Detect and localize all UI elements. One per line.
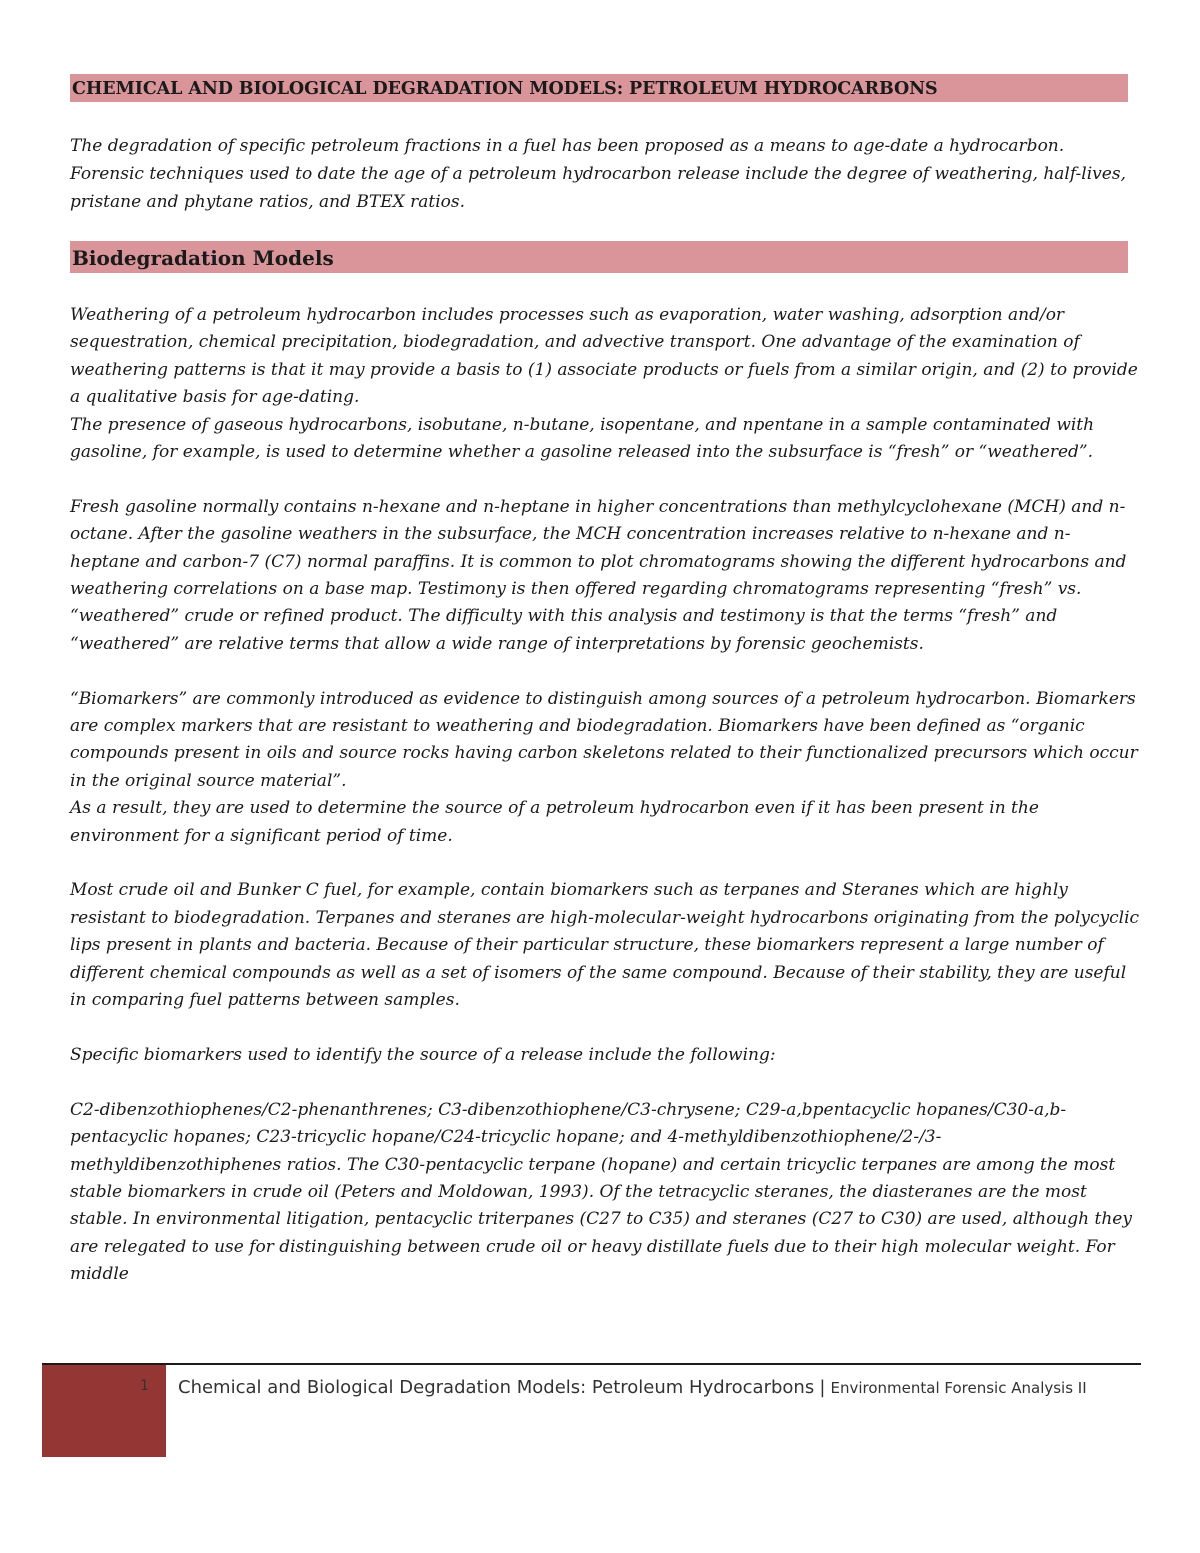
paragraph-weathering: Weathering of a petroleum hydrocarbon includes processes such as evaporation, water washing, adsorption and/or sequestration, chemical precipitation, biodegradation, and advective transport. One advantage of the examination of weathering patterns is that it may provide a basis to (1) associate products or fuels from a similar origin, and (2) to provide a qualitative basis for age-dating. — [70, 305, 1138, 408]
footer-text — [178, 1373, 1118, 1403]
paragraph-crude-oil: Most crude oil and Bunker C fuel, for example, contain biomarkers such as terpanes and Steranes which are highly resistant to biodegradation. Terpanes and steranes are high-molecular-weight hydrocarbons originating from the polycyclic lips present in plants and bacteria. Because of their particular structure, these biomarkers represent a large number of different chemical compounds as well as a set of isomers of the same compound. Because of their stability, they are useful in comparing fuel patterns between samples. — [70, 880, 1140, 1011]
footer-separator: | — [819, 1377, 826, 1398]
footer-chapter-title: Chemical and Biological Degradation Models: Petroleum Hydrocarbons — [178, 1377, 815, 1398]
intro-paragraph: The degradation of specific petroleum fractions in a fuel has been proposed as a means to age-date a hydrocarbon. Forensic techniques used to date the age of a petroleum hydrocarbon release include the degree of weathering, half-lives, pristane and phytane ratios, and BTEX ratios. — [70, 136, 1126, 212]
paragraph-biomarker-ratios: C2-dibenzothiophenes/C2-phenanthrenes; C3-dibenzothiophene/C3-chrysene; C29-a,bpentacyclic hopanes/C30-a,b-pentacyclic hopanes; C23-tricyclic hopane/C24-tricyclic hopane; and 4-methyldibenzothiophene/2-/3-methyldibenzothiphenes ratios. The C30-pentacyclic terpane (hopane) and certain tricyclic terpanes are among the most stable biomarkers in crude oil (Peters and Moldowan, 1993). Of the tetracyclic steranes, the diasteranes are the most stable. In environmental litigation, pentacyclic triterpanes (C27 to C35) and steranes (C27 to C30) are used, although they are relegated to use for distinguishing between crude oil or heavy distillate fuels due to their high molecular weight. For middle — [70, 1099, 1132, 1285]
paragraph-gaseous-hydrocarbons: The presence of gaseous hydrocarbons, isobutane, n-butane, isopentane, and npentane in a sample contaminated with gasoline, for example, is used to determine whether a gasoline released into the subsurface is “fresh” or “weathered”. — [70, 414, 1095, 463]
paragraph-fresh-gasoline: Fresh gasoline normally contains n-hexane and n-heptane in higher concentrations than methylcyclohexane (MCH) and n-octane. After the gasoline weathers in the subsurface, the MCH concentration increases relative to n-hexane and n-heptane and carbon-7 (C7) normal paraffins. It is common to plot chromatograms showing the different hydrocarbons and weathering correlations on a base map. Testimony is then offered regarding chromatograms representing “fresh” vs. “weathered” crude or refined product. The difficulty with this analysis and testimony is that the terms “fresh” and “weathered” are relative terms that allow a wide range of interpretations by forensic geochemists. — [70, 496, 1127, 654]
paragraph-biomarkers-intro: “Biomarkers” are commonly introduced as evidence to distinguish among sources of a petroleum hydrocarbon. Biomarkers are complex markers that are resistant to weathering and biodegradation. Biomarkers have been defined as “organic compounds present in oils and source rocks having carbon skeletons related to their functionalized precursors which occur in the original source material”. — [70, 688, 1138, 791]
page-title: CHEMICAL AND BIOLOGICAL DEGRADATION MODELS: PETROLEUM HYDROCARBONS — [70, 74, 1128, 102]
section-heading: Biodegradation Models — [70, 241, 1128, 273]
paragraph-biomarkers-result: As a result, they are used to determine the source of a petroleum hydrocarbon even if it has been present in the environment for a significant period of time. — [70, 798, 1039, 846]
page-number: 1 — [140, 1378, 149, 1394]
paragraph-specific-biomarkers: Specific biomarkers used to identify the source of a release include the following: — [70, 1044, 776, 1065]
body-text — [70, 302, 1140, 1316]
footer-divider — [42, 1363, 1141, 1365]
footer-course-title: Environmental Forensic Analysis II — [830, 1379, 1087, 1397]
